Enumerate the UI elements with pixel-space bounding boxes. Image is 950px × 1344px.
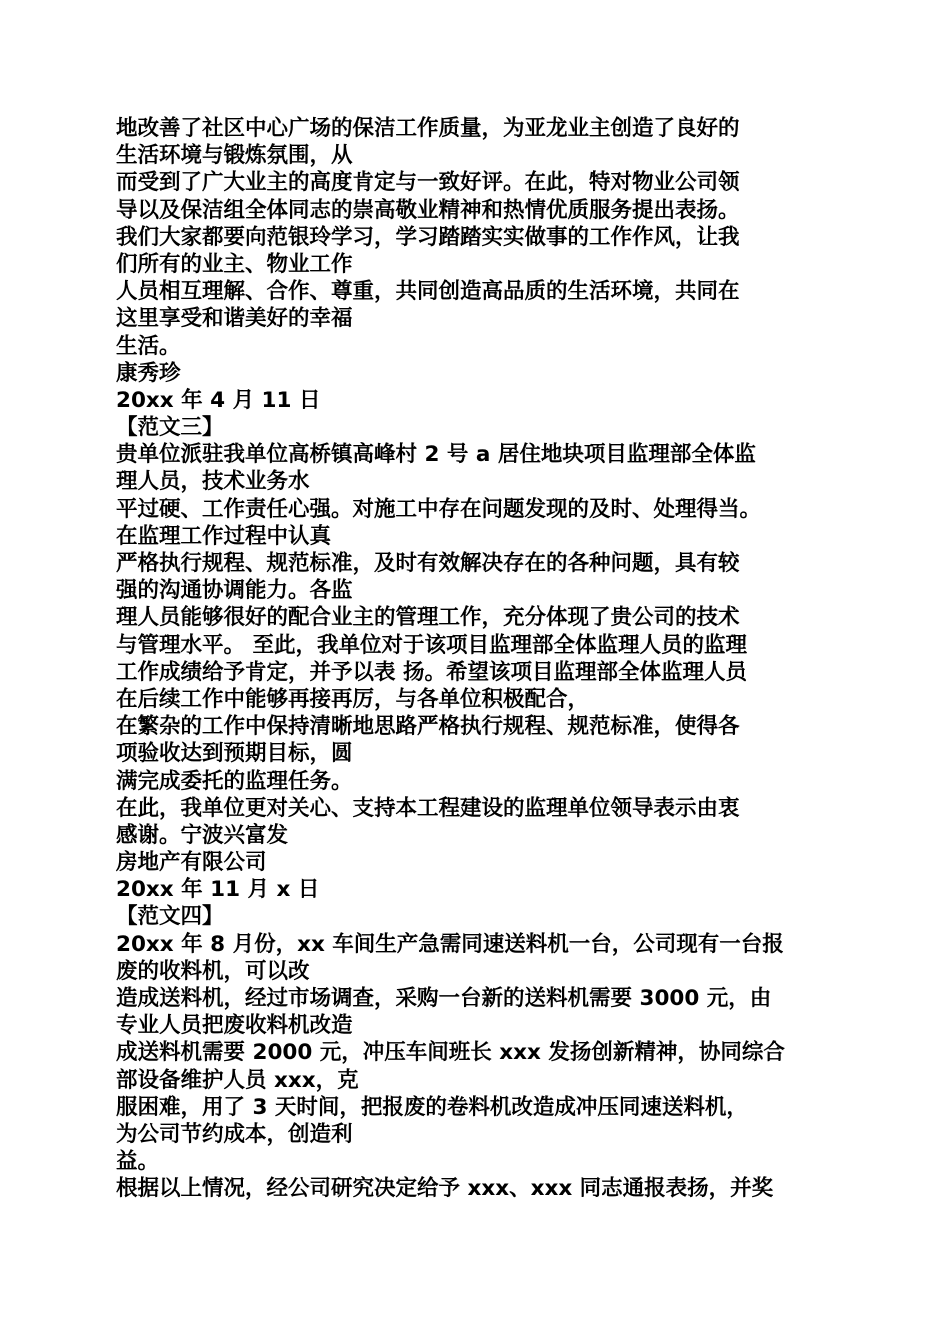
text-line: 理人员，技术业务水 xyxy=(116,469,310,495)
text-line: 贵单位派驻我单位高桥镇高峰村 2 号 a 居住地块项目监理部全体监 xyxy=(116,442,756,468)
text-line: 我们大家都要向范银玲学习，学习踏踏实实做事的工作作风，让我 xyxy=(116,224,740,250)
text-line: 在后续工作中能够再接再厉，与各单位积极配合， xyxy=(116,686,590,712)
document-body xyxy=(116,115,836,1203)
text-line: 生活环境与锻炼氛围，从 xyxy=(116,143,353,169)
signature-date: 20xx 年 4 月 11 日 xyxy=(116,387,321,413)
text-line: 强的沟通协调能力。各监 xyxy=(116,578,353,604)
text-line: 为公司节约成本，创造利 xyxy=(116,1121,353,1147)
signature-name: 康秀珍 xyxy=(116,360,181,386)
text-line: 导以及保洁组全体同志的崇高敬业精神和热情优质服务提出表扬。 xyxy=(116,197,740,223)
text-line: 废的收料机，可以改 xyxy=(116,958,310,984)
text-line: 造成送料机，经过市场调查，采购一台新的送料机需要 3000 元，由 xyxy=(116,986,772,1011)
text-line: 根据以上情况，经公司研究决定给予 xxx、xxx 同志通报表扬，并奖 xyxy=(116,1176,774,1202)
text-line: 这里享受和谐美好的幸福 xyxy=(116,306,353,332)
section-heading: 【范文四】 xyxy=(116,904,224,930)
text-line: 20xx 年 8 月份，xx 车间生产急需同速送料机一台，公司现有一台报 xyxy=(116,931,784,957)
text-line: 在繁杂的工作中保持清晰地思路严格执行规程、规范标准，使得各 xyxy=(116,714,740,740)
text-line: 感谢。宁波兴富发 xyxy=(116,822,289,848)
text-line: 地改善了社区中心广场的保洁工作质量，为亚龙业主创造了良好的 xyxy=(116,116,740,141)
text-line: 与管理水平。 至此，我单位对于该项目监理部全体监理人员的监理 xyxy=(116,632,747,658)
text-line: 服困难，用了 3 天时间，把报废的卷料机改造成冲压同速送料机， xyxy=(116,1094,748,1120)
text-line: 满完成委托的监理任务。 xyxy=(116,768,353,794)
text-line: 工作成绩给予肯定，并予以表 扬。希望该项目监理部全体监理人员 xyxy=(116,659,747,685)
text-line: 房地产有限公司 xyxy=(116,850,267,876)
text-line: 成送料机需要 2000 元，冲压车间班长 xxx 发扬创新精神，协同综合 xyxy=(116,1040,785,1066)
text-line: 而受到了广大业主的高度肯定与一致好评。在此，特对物业公司领 xyxy=(116,170,740,196)
text-line: 生活。 xyxy=(116,333,181,359)
text-line: 在监理工作过程中认真 xyxy=(116,523,332,549)
text-line: 益。 xyxy=(116,1149,160,1175)
text-line: 们所有的业主、物业工作 xyxy=(116,251,353,277)
text-line: 严格执行规程、规范标准，及时有效解决存在的各种问题，具有较 xyxy=(116,551,740,576)
text-line: 理人员能够很好的配合业主的管理工作，充分体现了贵公司的技术 xyxy=(116,605,740,631)
text-line: 部设备维护人员 xxx，克 xyxy=(116,1067,359,1093)
text-line: 人员相互理解、合作、尊重，共同创造高品质的生活环境，共同在 xyxy=(116,279,740,305)
text-line: 项验收达到预期目标，圆 xyxy=(116,741,353,767)
text-line: 平过硬、工作责任心强。对施工中存在问题发现的及时、处理得当。 xyxy=(116,496,762,522)
section-heading: 【范文三】 xyxy=(116,415,224,441)
signature-date: 20xx 年 11 月 x 日 xyxy=(116,877,320,903)
text-line: 专业人员把废收料机改造 xyxy=(116,1013,353,1039)
text-line: 在此，我单位更对关心、支持本工程建设的监理单位领导表示由衷 xyxy=(116,795,740,821)
